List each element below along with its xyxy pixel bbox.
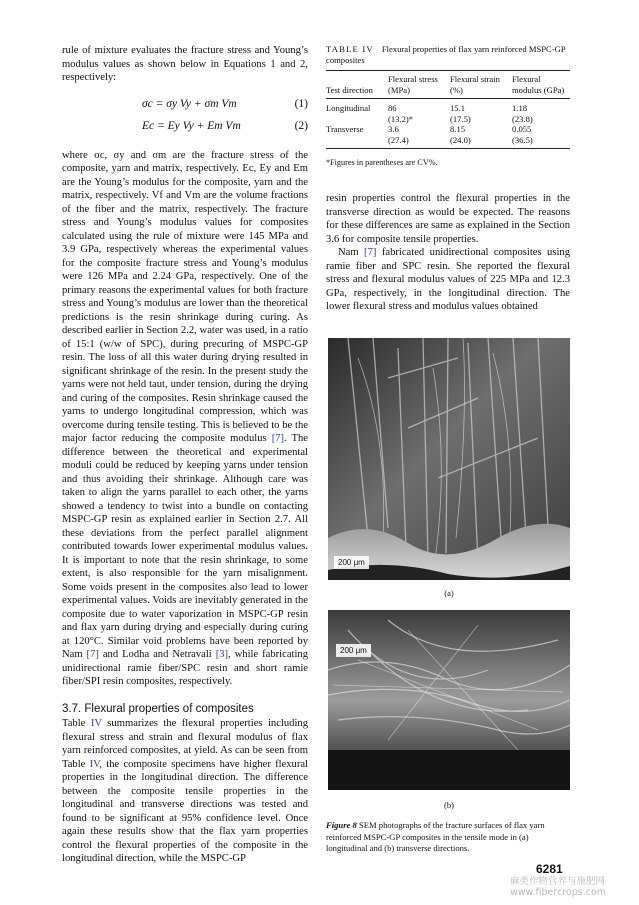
- table-header-cell: Flexural strain (%): [450, 74, 500, 95]
- table-header-row: [326, 71, 570, 99]
- paragraph-flexural: Table IV summarizes the flexural properties including flexural stress and strain and flexural modulus of flax yarn reinforced composites, at yield. As can be seen from Table IV, the composite specimens have higher flexural properties in the longitudinal direction. The difference between the composite tensile properties in the longitudinal and transverse directions was tested and found to be significant at 95% confidence level. Once again these results show that the flax yarn properties control the flexural properties of the composite in the longitudinal direction, while the MSPC-GP: [62, 718, 309, 864]
- table-cell: Longitudinal: [326, 103, 371, 113]
- sem-photo-longitudinal: [328, 338, 570, 580]
- figure-label: Figure 8: [326, 820, 357, 830]
- section-title: 3.7. Flexural properties of composites: [62, 702, 254, 715]
- table-cell: (24.0): [450, 135, 512, 149]
- table-cell: 1.18: [512, 103, 528, 113]
- table-header-cell: Test direction: [326, 84, 373, 95]
- table-row: [326, 135, 570, 149]
- equation-2: [62, 117, 308, 139]
- scale-bar-label: 200 μm: [336, 644, 371, 657]
- table-cell: 8.15: [450, 124, 466, 134]
- panel-label-a: (a): [444, 588, 454, 598]
- equation-1-number: (1): [294, 97, 308, 110]
- table-label: TABLE IV: [326, 44, 374, 54]
- reference-link[interactable]: [7]: [86, 649, 99, 660]
- table-cell: (27.4): [388, 135, 450, 149]
- table-cell: (13.2)*: [388, 113, 414, 124]
- watermark-line-1: 麻类作物营养与施肥网: [510, 876, 606, 887]
- table-link[interactable]: IV: [89, 758, 100, 770]
- table-cell: 86: [388, 103, 397, 113]
- table-cell: (23.8): [512, 113, 533, 124]
- sem-photo-transverse: [328, 610, 570, 790]
- figure-caption-text: SEM photographs of the fracture surfaces of flax yarn reinforced MSPC-GP composites in the tensile mode in (a) longitudinal and (b) transverse directions.: [326, 820, 545, 853]
- table-header-cell: Flexural stress (MPa): [388, 74, 438, 95]
- sem-texture-transverse: [328, 610, 570, 790]
- reference-link[interactable]: [7]: [364, 247, 377, 258]
- paragraph-discussion: where σc, σy and σm are the fracture stress of the composite, yarn and matrix, respectively. Ec, Ey and Em are the Young’s modulus for the composite, yarn and the matrix, respectively. Vf and Vm are the volume fractions of the fiber and the matrix, respectively. The fracture stress and Young’s modulus values for composites calculated using the rule of mixture were 145 MPa and 3.9 GPa, respectively whereas the experimental values for the composite fracture stress and Young’s modulus were 126 MPa and 2.24 GPa, respectively. One of the primary reasons the experimental values for both fracture stress and Young’s modulus are lower than the theoretical predictions is the resin shrinkage during curing. As described earlier in Section 2.2, water was used, in a ratio of 15:1 (w/w of SPC), during precuring of MSPC-GP resin. The loss of all this water during drying resulted in significant shrinkage of the resin. In the present study the yarns were not held taut, under tension, during the drying and curing of the composites. Resin shrinkage caused the yarns to undergo longitudinal compression, which was overcome during tensile testing. This is believed to be the major factor reducing the composite modulus [7]. The difference between the theoretical and experimental moduli could be reduced by keeping yarns under tension and thus avoiding their shrinkage. Although care was taken to align the yarns parallel to each other, the yarns showed a tendency to twist into a bundle on contacting MSPC-GP resin as explained earlier in Section 2.7. All these deviations from the perfect parallel alignment contributed towards lower experimental modulus values. It is important to note that the resin shrinkage, to some extent, is also responsible for the yarn misalignment. Some voids present in the composites also lead to lower experimental values. Voids are inevitably generated in the composite due to water vaporization in MSPC-GP resin and flax yarn during drying and especially during curing at 120°C. Similar void problems have been reported by Nam [7] and Lodha and Netravali [3], while fabricating unidirectional ramie fiber/SPC resin and short ramie fiber/SPI resin composites, respectively.: [62, 149, 309, 687]
- table-cell: [326, 135, 388, 149]
- sem-texture-longitudinal: [328, 338, 570, 580]
- table-row: [326, 99, 570, 114]
- paragraph-resin-properties: resin properties control the flexural properties in the transverse direction as would be expected. The reasons for these differences are same as explained in the Section 3.6 for composite tensile properties.: [326, 193, 570, 245]
- figure-caption: [326, 820, 572, 855]
- reference-link[interactable]: [7]: [271, 433, 285, 444]
- table-cell: 0.055: [512, 124, 532, 134]
- equation-2-formula: Ec = Ey Vy + Em Vm: [142, 119, 241, 132]
- right-column: [326, 192, 570, 314]
- table-cell: [326, 114, 388, 125]
- table-caption-text: Flexural properties of flax yarn reinforced MSPC-GP composites: [326, 44, 566, 65]
- table-row: [326, 114, 570, 125]
- table-cell: 15.1: [450, 103, 466, 113]
- reference-link[interactable]: [3]: [215, 649, 229, 660]
- table-footnote: *Figures in parentheses are CV%.: [326, 158, 438, 167]
- scale-bar-label: 200 μm: [334, 556, 369, 569]
- left-column: [62, 44, 308, 866]
- table-row: [326, 124, 570, 135]
- table-link[interactable]: IV: [90, 718, 102, 729]
- watermark-line-2: www.fibercrops.com: [510, 887, 607, 898]
- panel-label-b: (b): [443, 800, 455, 810]
- table-cell: 3.6: [388, 124, 399, 134]
- table-header-cell: Flexural modulus (GPa): [512, 74, 565, 95]
- equation-1-formula: σc = σy Vy + σm Vm: [142, 97, 237, 110]
- table-cell: Transverse: [326, 124, 364, 134]
- table-cell: (17.5): [450, 113, 471, 124]
- flexural-properties-table: [326, 70, 570, 149]
- table-caption: [326, 44, 570, 66]
- watermark: [510, 876, 606, 898]
- table-cell: (36.5): [512, 135, 570, 149]
- paragraph-nam: Nam [7] fabricated unidirectional composites using ramie fiber and SPC resin. She reported the flexural stress and flexural modulus values of 225 MPa and 12.3 GPa, respectively, in the longitudinal direction. The lower flexural stress and modulus values obtained: [326, 247, 570, 312]
- equation-2-number: (2): [294, 119, 308, 132]
- page-number: 6281: [536, 862, 563, 876]
- equation-1: [62, 95, 308, 117]
- paragraph-rule-of-mixture: rule of mixture evaluates the fracture stress and Young’s modulus values as shown below in Equations 1 and 2, respectively:: [62, 45, 308, 83]
